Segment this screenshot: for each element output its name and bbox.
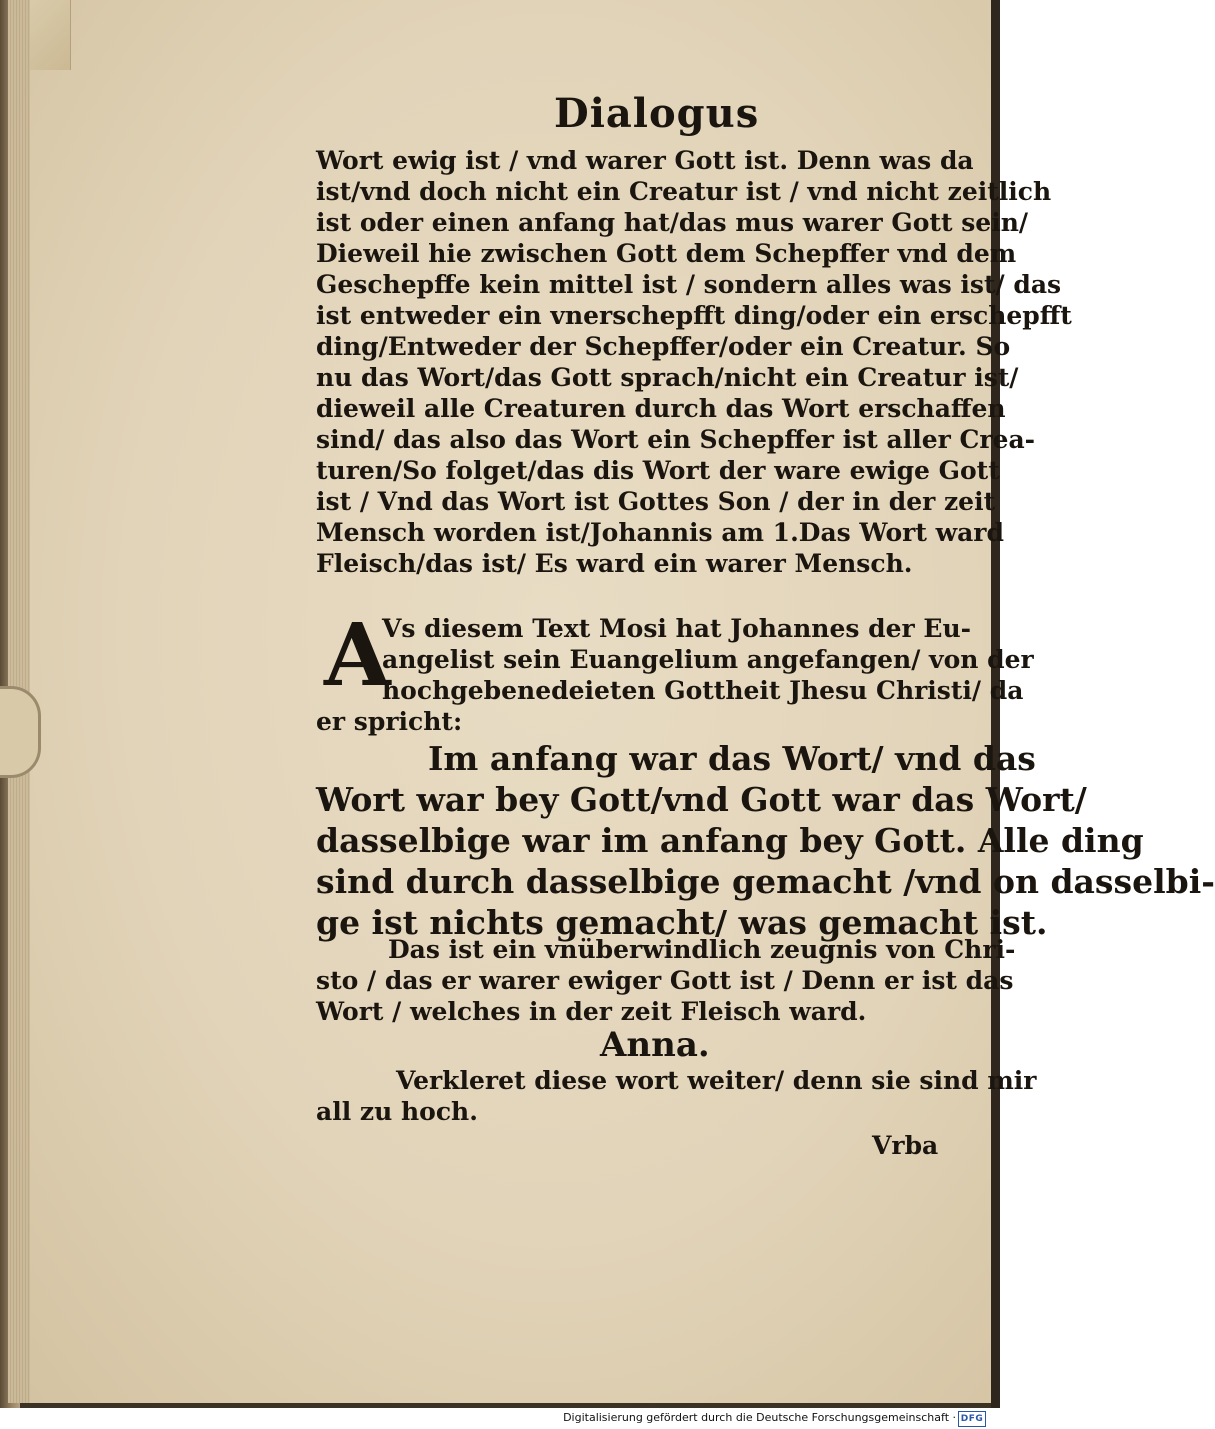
paragraph-line: angelist sein Euangelium angefangen/ von der bbox=[382, 645, 1034, 674]
footer-bar bbox=[0, 1408, 1000, 1429]
quote-line: ge ist nichts gemacht/ was gemacht ist. bbox=[316, 903, 1048, 942]
binding-clip bbox=[0, 686, 41, 778]
paragraph-line: Verkleret diese wort weiter/ denn sie sind mir bbox=[396, 1066, 1037, 1095]
paragraph-line: all zu hoch. bbox=[316, 1097, 478, 1126]
body-line: Wort ewig ist / vnd warer Gott ist. Denn was da bbox=[316, 146, 974, 175]
quote-line: Wort war bey Gott/vnd Gott war das Wort/ bbox=[316, 780, 1087, 819]
body-line: sind/ das also das Wort ein Schepffer ist aller Crea- bbox=[316, 425, 1036, 454]
catchword: Vrba bbox=[872, 1131, 939, 1160]
paragraph-line: er spricht: bbox=[316, 707, 463, 736]
corner-fold bbox=[30, 0, 71, 70]
body-line: Dieweil hie zwischen Gott dem Schepffer vnd dem bbox=[316, 239, 1017, 268]
paragraph-line: Vs diesem Text Mosi hat Johannes der Eu- bbox=[382, 614, 972, 643]
body-line: Mensch worden ist/Johannis am 1.Das Wort ward bbox=[316, 518, 1004, 547]
body-line: ist entweder ein vnerschepfft ding/oder ein erschepfft bbox=[316, 301, 1072, 330]
body-line: ist / Vnd das Wort ist Gottes Son / der in der zeit bbox=[316, 487, 996, 516]
body-line: ist oder einen anfang hat/das mus warer Gott sein/ bbox=[316, 208, 1029, 237]
paragraph-line: Das ist ein vnüberwindlich zeugnis von Chri- bbox=[388, 935, 1016, 964]
dfg-logo: DFG bbox=[958, 1411, 986, 1427]
body-line: dieweil alle Creaturen durch das Wort erschaffen bbox=[316, 394, 1006, 423]
paragraph-line: hochgebenedeieten Gottheit Jhesu Christi/ da bbox=[382, 676, 1024, 705]
paragraph-line: Wort / welches in der zeit Fleisch ward. bbox=[316, 997, 867, 1026]
quote-line: dasselbige war im anfang bey Gott. Alle ding bbox=[316, 821, 1144, 860]
body-line: ist/vnd doch nicht ein Creatur ist / vnd nicht zeitlich bbox=[316, 177, 1052, 206]
body-line: Geschepffe kein mittel ist / sondern alles was ist/ das bbox=[316, 270, 1062, 299]
body-line: turen/So folget/das dis Wort der ware ewige Gott bbox=[316, 456, 1000, 485]
body-line: nu das Wort/das Gott sprach/nicht ein Creatur ist/ bbox=[316, 363, 1019, 392]
body-line: Fleisch/das ist/ Es ward ein warer Mensch. bbox=[316, 549, 913, 578]
funding-notice: Digitalisierung gefördert durch die Deutsche Forschungsgemeinschaft · bbox=[563, 1411, 956, 1424]
quote-line: Im anfang war das Wort/ vnd das bbox=[428, 739, 1036, 778]
paragraph-line: sto / das er warer ewiger Gott ist / Denn er ist das bbox=[316, 966, 1014, 995]
drop-cap-initial: A bbox=[324, 605, 391, 706]
speaker-name: Anna. bbox=[600, 1025, 710, 1065]
quote-line: sind durch dasselbige gemacht /vnd on dasselbi- bbox=[316, 862, 1215, 901]
body-line: ding/Entweder der Schepffer/oder ein Creatur. So bbox=[316, 332, 1011, 361]
running-heading: Dialogus bbox=[554, 90, 760, 137]
